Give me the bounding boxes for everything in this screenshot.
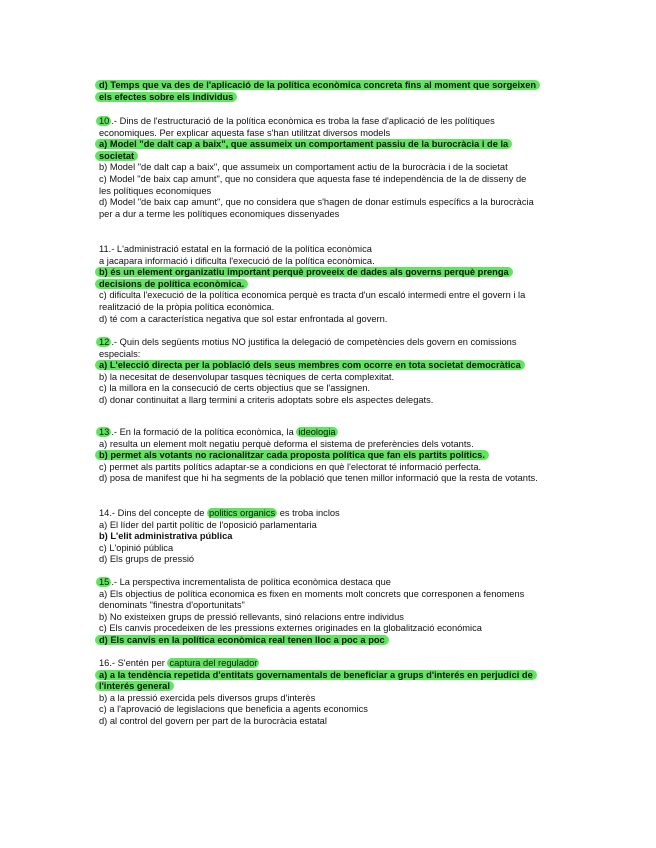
question-9-tail <box>99 80 539 103</box>
question-10 <box>99 116 539 220</box>
q11-option-b <box>99 267 539 290</box>
q11-option-d: d) té com a característica negativa que sol estar enfrontada al govern. <box>99 313 388 324</box>
q12-option-a <box>99 360 539 372</box>
q16-option-d: d) al control del govern per part de la burocràcia estatal <box>99 715 327 726</box>
q10-option-a-text: a) Model "de dalt cap a baix", que assumeix un comportament passiu de la burocràcia i de la societat <box>95 139 512 161</box>
question-11 <box>99 244 539 325</box>
question-12 <box>99 337 539 407</box>
q15-option-b: b) No existeixen grups de pressió rellevants, sinó relacions entre individus <box>99 611 404 622</box>
question-14 <box>99 508 539 566</box>
q11-option-c: c) dificulta l'execució de la política economica perquè es tracta d'un escaló intermedi entre el govern i la realització de la pròpia política econòmica. <box>99 290 526 312</box>
q10-option-c: c) Model "de baix cap amunt", que no considera que aquesta fase té independència de la de disseny de les polítiques economiques <box>99 173 527 196</box>
q13-option-a: a) resulta un element molt negatiu perquè deforma el sistema de preferències dels votants. <box>99 438 474 449</box>
q16-option-a-text: a) a la tendència repetida d'entitats governamentals de beneficiar a grups d'interés en perjudici de l'interés general <box>95 670 537 692</box>
q15-option-d <box>99 635 539 647</box>
q16-option-a <box>99 670 539 693</box>
q13-option-c: c) permet als partits polítics adaptar-se a condicions en què l'electorat té informació perfecta. <box>99 461 482 472</box>
q14-option-a: a) El líder del partit polític de l'oposició parlamentaria <box>99 519 317 530</box>
question-16 <box>99 658 539 728</box>
q14-stem-tail: es troba inclos <box>279 508 340 518</box>
q15-stem-text: .- La perspectiva incrementalista de política econòmica destaca que <box>111 577 391 587</box>
q13-option-b <box>99 450 539 462</box>
q13-stem <box>99 427 539 439</box>
q9-answer-d <box>99 80 539 103</box>
q16-option-c: c) a l'aprovació de legislacions que beneficia a agents economics <box>99 704 368 715</box>
q14-stem-highlight: politics organics <box>209 508 276 518</box>
q11-option-a: a jacapara informació i dificulta l'execució de la política econòmica. <box>99 255 375 266</box>
q14-option-c: c) L'opinió pública <box>99 542 174 553</box>
q15-option-a: a) Els objectius de política economica es fixen en moments molt concrets que corresponen a fenomens denominats "finestra d'oportunitats" <box>99 588 525 611</box>
q12-number: 12 <box>96 337 111 347</box>
q15-number: 15 <box>96 577 111 587</box>
q13-option-d: d) posa de manifest que hi ha segments de la població que tenen millor informació que la resta de votants. <box>99 473 538 484</box>
q12-stem <box>99 337 539 360</box>
q16-stem <box>99 658 539 670</box>
q11-stem: 11.- L'administració estatal en la formació de la política econòmica <box>99 244 372 254</box>
q10-stem <box>99 116 539 139</box>
q14-option-b: b) L'elit administrativa pública <box>99 531 233 542</box>
q10-option-d: d) Model "de baix cap amunt", que no considera que s'hagen de donar estímuls específics a la burocràcia per a dur a terme les polítiques economiques dissenyades <box>99 197 534 219</box>
q13-stem-highlight: ideologia <box>298 427 336 437</box>
q14-option-d: d) Els grups de pressió <box>99 554 195 565</box>
q15-stem <box>99 577 539 589</box>
q14-stem <box>99 508 539 520</box>
q11-option-b-text: b) és un element organizatiu important perquè proveeix de dades als governs perquè prenga decisions de política econòmica. <box>95 267 513 289</box>
q10-stem-text: .- Dins de l'estructuració de la política econòmica es troba la fase d'aplicació de les polítiques economiques. Per explicar aquesta fase s'han utilitzat diversos models <box>99 116 495 138</box>
q12-option-a-text: a) L'elecció directa per la població dels seus membres com ocorre en tota societat democràtica <box>95 360 525 370</box>
q10-number: 10 <box>96 116 111 126</box>
q16-stem-text: 16.- S'entén per <box>99 658 165 668</box>
q15-option-d-text: d) Els canvis en la política econòmica real tenen lloc a poc a poc <box>95 635 389 645</box>
q13-number: 13 <box>96 427 111 437</box>
question-15 <box>99 577 539 647</box>
question-13 <box>99 427 539 485</box>
q15-option-c: c) Els canvis procedeixen de les pressions externes originades en la globalització económica <box>99 623 482 634</box>
q16-stem-highlight: captura del regulador <box>169 658 258 668</box>
q13-option-b-text: b) permet als votants no racionalitzar cada proposta política que fan els partits polítics. <box>95 450 489 460</box>
q12-stem-text: .- Quin dels següents motius NO justifica la delegació de competències dels govern en comissions especials: <box>99 337 517 359</box>
q12-option-b: b) la necesitat de desenvolupar tasques tècniques de certa complexitat. <box>99 371 395 382</box>
q13-stem-text: .- En la formació de la política econòmica, la <box>111 427 294 437</box>
q12-option-d: d) donar continuitat a llarg termini a criteris adoptats sobre els aspectes delegats. <box>99 394 434 405</box>
q14-stem-text: 14.- Dins del concepte de <box>99 508 205 518</box>
q16-option-b: b) a la pressió exercida pels diversos grups d'interès <box>99 692 316 703</box>
q12-option-c: c) la millora en la consecució de certs objectius que se l'assignen. <box>99 383 371 394</box>
q9-answer-d-text: d) Temps que va des de l'aplicació de la política econòmica concreta fins al moment que sorgeixen els efectes sobre els individus <box>95 80 540 102</box>
q10-option-a <box>99 139 539 162</box>
q10-option-b: b) Model "de dalt cap a baix", que assumeix un comportament actiu de la burocràcia i de la societat <box>99 162 508 173</box>
